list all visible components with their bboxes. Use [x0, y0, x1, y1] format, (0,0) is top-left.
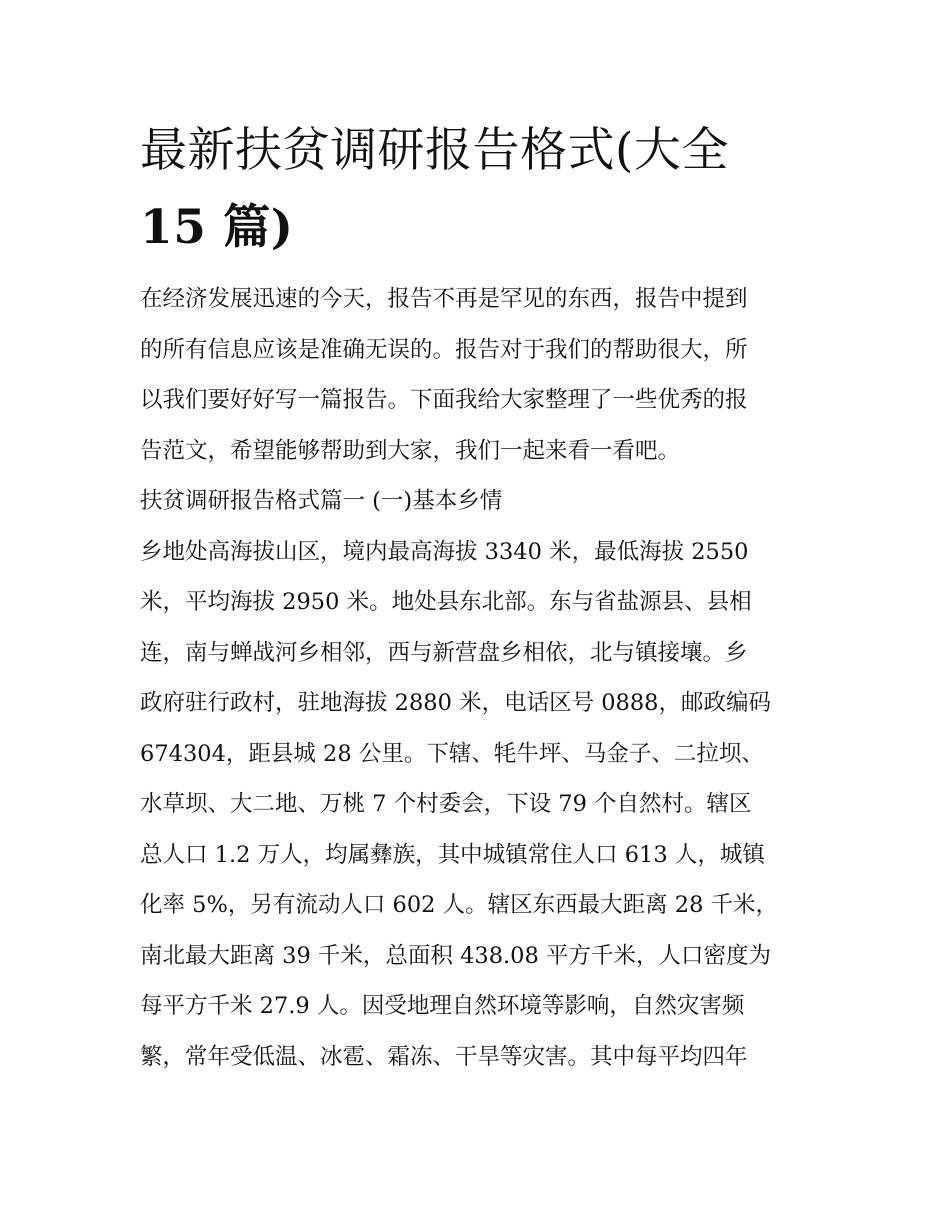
- document-body: [140, 274, 815, 1082]
- document-page: [140, 112, 815, 1082]
- body-line: 南北最大距离 39 千米，总面积 438.08 平方千米，人口密度为: [140, 942, 771, 969]
- title-line-1: 最新扶贫调研报告格式(大全: [140, 123, 729, 178]
- body-line: 水草坝、大二地、万桃 7 个村委会，下设 79 个自然村。辖区: [140, 791, 752, 817]
- body-line: 化率 5%，另有流动人口 602 人。辖区东西最大距离 28 千米，: [140, 892, 779, 918]
- body-line: 繁，常年受低温、冰雹、霜冻、干旱等灾害。其中每平均四年: [140, 1043, 748, 1070]
- body-line: 告范文，希望能够帮助到大家，我们一起来看一看吧。: [140, 437, 681, 464]
- body-line: 米，平均海拔 2950 米。地处县东北部。东与省盐源县、县相: [140, 589, 752, 615]
- body-line: 674304，距县城 28 公里。下辖、牦牛坪、马金子、二拉坝、: [140, 740, 764, 767]
- body-line: 连，南与蝉战河乡相邻，西与新营盘乡相依，北与镇接壤。乡: [140, 639, 748, 666]
- section-heading: 扶贫调研报告格式篇一 (一)基本乡情: [140, 488, 503, 514]
- body-line: 每平方千米 27.9 人。因受地理自然环境等影响，自然灾害频: [140, 993, 745, 1019]
- body-line: 政府驻行政村，驻地海拔 2880 米，电话区号 0888，邮政编码: [140, 690, 771, 716]
- body-line: 在经济发展迅速的今天，报告不再是罕见的东西，报告中提到: [140, 286, 748, 312]
- body-line: 乡地处高海拔山区，境内最高海拔 3340 米，最低海拔 2550: [140, 538, 749, 565]
- body-line: 以我们要好好写一篇报告。下面我给大家整理了一些优秀的报: [140, 387, 748, 413]
- document-title: [140, 112, 815, 266]
- body-line: 总人口 1.2 万人，均属彝族，其中城镇常住人口 613 人，城镇: [140, 841, 765, 868]
- title-line-2: 15 篇): [140, 200, 294, 255]
- body-line: 的所有信息应该是准确无误的。报告对于我们的帮助很大，所: [140, 336, 748, 363]
